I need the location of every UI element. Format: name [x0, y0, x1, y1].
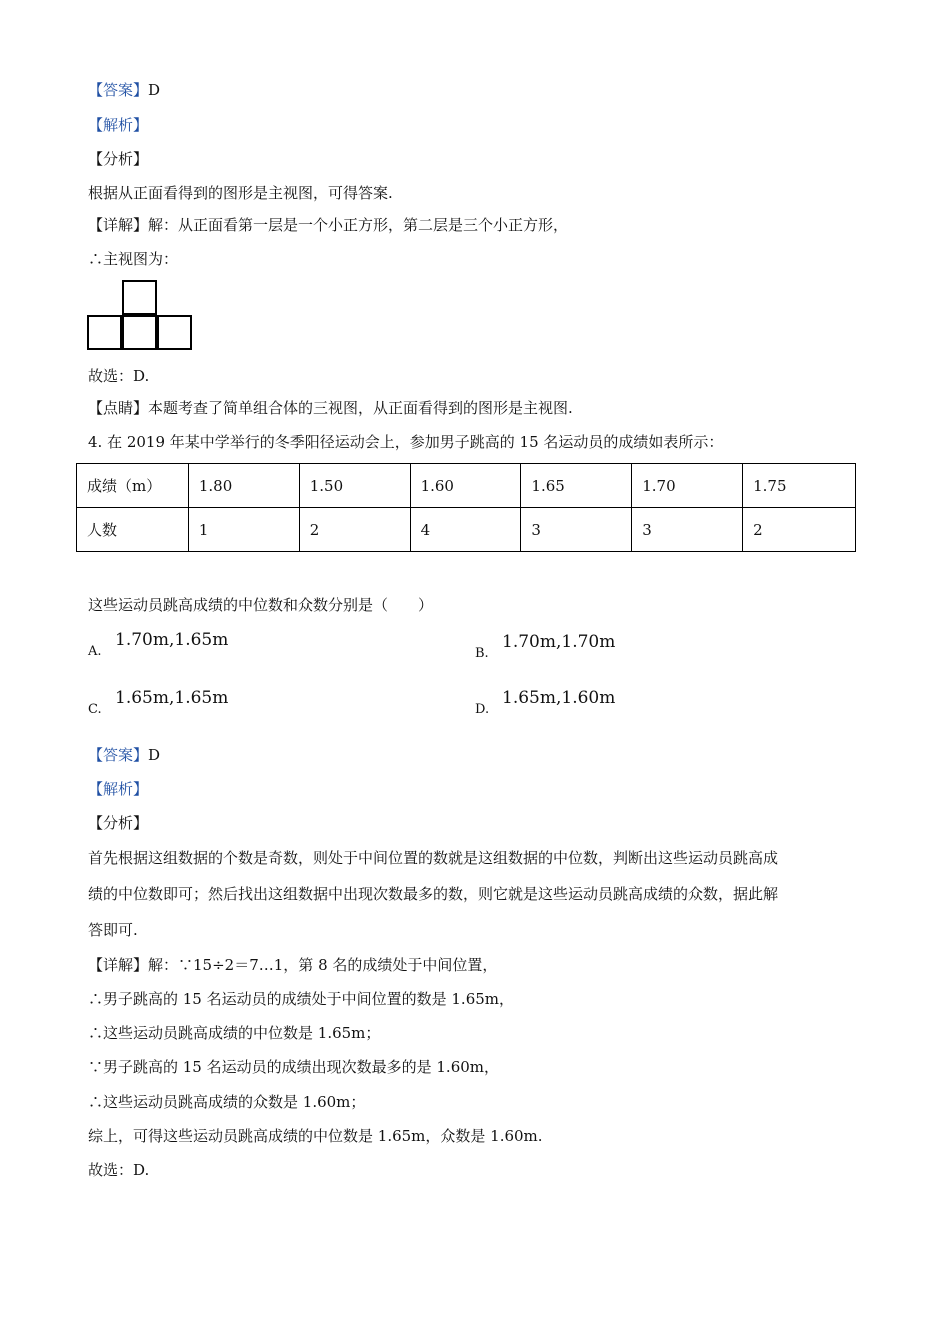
- detail-text-line: ∴男子跳高的 15 名运动员的成绩处于中间位置的数是 1.65m，: [88, 990, 515, 1008]
- fenxi-text: 根据从正面看得到的图形是主视图，可得答案.: [88, 184, 393, 202]
- answer-value: D: [148, 746, 161, 764]
- fenxi-tag: 【分析】: [88, 814, 149, 832]
- fenxi-text-line: 绩的中位数即可；然后找出这组数据中出现次数最多的数，则它就是这些运动员跳高成绩的众数，据此解: [88, 885, 779, 903]
- fenxi-tag: 【分析】: [88, 150, 149, 168]
- detail-text: 解：从正面看第一层是一个小正方形，第二层是三个小正方形，: [148, 216, 569, 234]
- comment-text: 本题考查了简单组合体的三视图，从正面看得到的图形是主视图.: [148, 399, 573, 417]
- top-square: [122, 280, 157, 315]
- analysis-tag: 【解析】: [88, 116, 149, 134]
- answer-value: D: [148, 81, 161, 99]
- table-cell: 成绩（m）: [77, 464, 189, 508]
- comment-tag: 【点睛】: [88, 399, 149, 417]
- score-table: [76, 463, 856, 552]
- detail-text: 解：∵15÷2＝7…1，第 8 名的成绩处于中间位置，: [148, 956, 498, 974]
- table-cell: 1.70: [632, 464, 743, 508]
- bottom-square-left: [87, 315, 122, 350]
- detail-text-line: ∴这些运动员跳高成绩的中位数是 1.65m；: [88, 1024, 381, 1042]
- option-value: 1.65m,1.65m: [115, 688, 229, 708]
- answer-tag: 【答案】: [88, 81, 149, 99]
- option-value: 1.65m,1.60m: [502, 688, 616, 708]
- q4-stem: 4. 在 2019 年某中学举行的冬季阳径运动会上，参加男子跳高的 15 名运动员的成绩如表所示：: [88, 433, 724, 451]
- table-cell: 1.80: [188, 464, 299, 508]
- option-value: 1.70m,1.65m: [115, 630, 229, 650]
- table-row: [77, 508, 856, 552]
- table-cell: 1.60: [410, 464, 521, 508]
- table-cell: 2: [743, 508, 856, 552]
- fenxi-text-line: 答即可.: [88, 921, 138, 939]
- q3-comment-line: [88, 398, 573, 418]
- q4-answer-line: [88, 745, 160, 765]
- q4-detail-line: [88, 955, 497, 975]
- table-cell: 1: [188, 508, 299, 552]
- option-letter: C.: [88, 702, 102, 717]
- table-cell: 4: [410, 508, 521, 552]
- table-cell: 人数: [77, 508, 189, 552]
- bottom-square-right: [157, 315, 192, 350]
- answer-tag: 【答案】: [88, 746, 149, 764]
- q3-choose-text: 故选：D.: [88, 367, 150, 385]
- option-letter: A.: [88, 644, 102, 659]
- table-cell: 1.50: [299, 464, 410, 508]
- bottom-square-middle: [122, 315, 157, 350]
- table-row: [77, 464, 856, 508]
- option-value: 1.70m,1.70m: [502, 632, 616, 652]
- q4-choose-text: 故选：D.: [88, 1161, 150, 1179]
- option-letter: B.: [475, 646, 489, 661]
- detail-text-line: ∵男子跳高的 15 名运动员的成绩出现次数最多的是 1.60m，: [88, 1058, 500, 1076]
- detail-tag: 【详解】: [88, 216, 149, 234]
- fenxi-text-line: 首先根据这组数据的个数是奇数，则处于中间位置的数就是这组数据的中位数，判断出这些运动员跳高成: [88, 849, 779, 867]
- detail-text-line: 综上，可得这些运动员跳高成绩的中位数是 1.65m，众数是 1.60m.: [88, 1127, 543, 1145]
- detail-text-line: ∴这些运动员跳高成绩的众数是 1.60m；: [88, 1093, 366, 1111]
- analysis-tag: 【解析】: [88, 780, 149, 798]
- option-letter: D.: [475, 702, 490, 717]
- detail-tag: 【详解】: [88, 956, 149, 974]
- table-cell: 1.75: [743, 464, 856, 508]
- q4-question: 这些运动员跳高成绩的中位数和众数分别是（ ）: [88, 596, 434, 614]
- therefore-text: ∴主视图为：: [88, 250, 179, 268]
- q3-answer-line: [88, 80, 160, 100]
- table-cell: 1.65: [521, 464, 632, 508]
- table-cell: 3: [632, 508, 743, 552]
- q3-detail-line: [88, 215, 568, 235]
- table-cell: 2: [299, 508, 410, 552]
- table-cell: 3: [521, 508, 632, 552]
